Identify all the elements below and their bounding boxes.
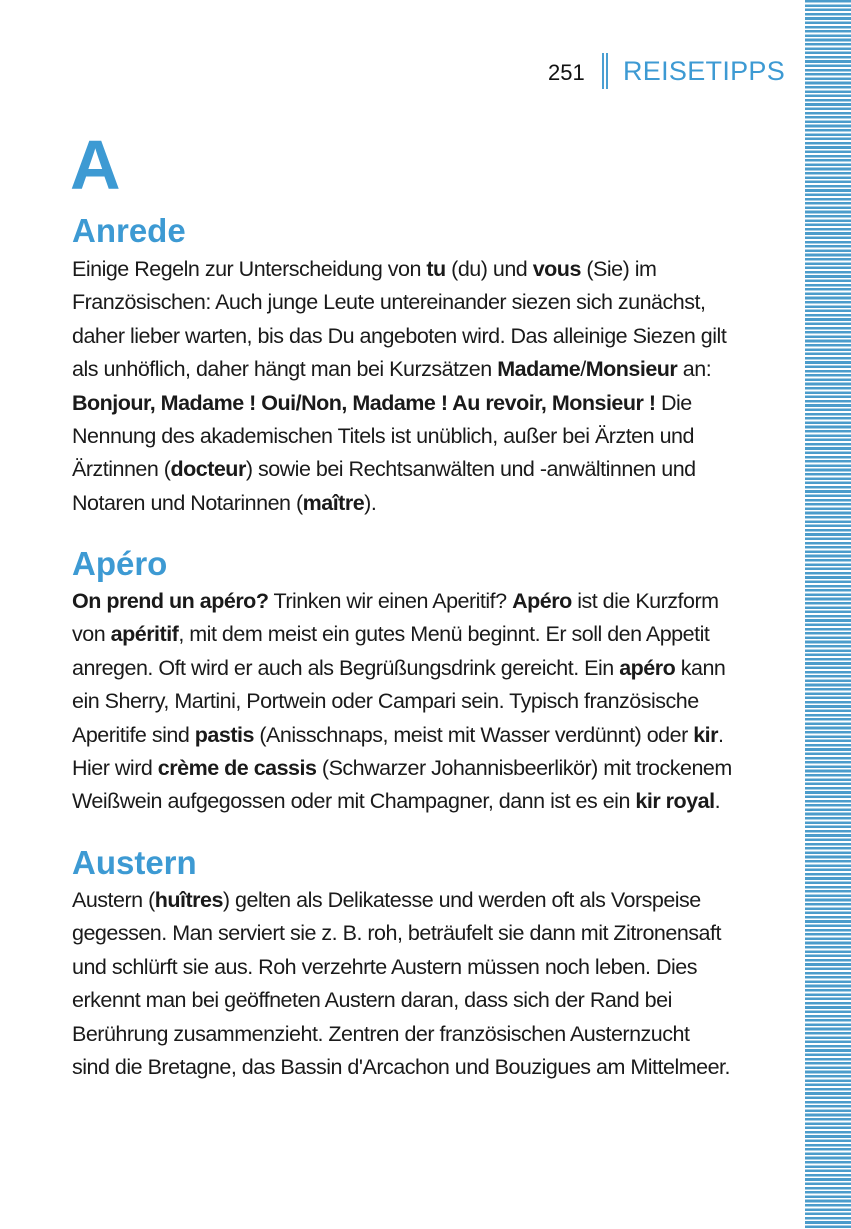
text-line: [72, 917, 762, 950]
text-run: (Schwarzer Johannisbeerlikör) mit trockenem: [316, 755, 732, 780]
text-run: Hier wird: [72, 755, 158, 780]
bold-term: kir royal: [635, 789, 715, 814]
section-title: REISETIPPS: [623, 56, 786, 86]
text-line: [72, 320, 762, 353]
text-run: , mit dem meist ein gutes Menü beginnt. Er soll den Appetit: [178, 622, 710, 647]
entry-title-austern: Austern: [72, 844, 197, 881]
text-run: erkennt man bei geöffneten Austern daran, dass sich der Rand bei: [72, 988, 672, 1013]
text-line: [72, 487, 762, 520]
text-line: [72, 585, 762, 618]
text-run: .: [718, 722, 724, 747]
text-run: kann: [675, 655, 726, 680]
text-run: Berührung zusammenzieht. Zentren der französischen Austernzucht: [72, 1021, 690, 1046]
bold-term: apéro: [619, 655, 676, 680]
text-run: Französischen: Auch junge Leute untereinander siezen sich zunächst,: [72, 290, 706, 315]
bold-term: huîtres: [154, 888, 223, 912]
bold-term: pastis: [194, 722, 254, 747]
entry-title-anrede: Anrede: [72, 212, 186, 249]
entry-body-austern: [72, 884, 762, 1084]
text-run: von: [72, 622, 111, 647]
text-run: Weißwein aufgegossen oder mit Champagner, dann ist es ein: [72, 789, 636, 814]
text-run: Nennung des akademischen Titels ist unüblich, außer bei Ärzten und: [72, 423, 694, 448]
text-run: an:: [677, 357, 712, 382]
bold-term: Madame: [497, 357, 581, 382]
text-line: [72, 253, 762, 286]
text-run: als unhöflich, daher hängt man bei Kurzsätzen: [72, 357, 498, 382]
bold-term: apéritif: [110, 622, 179, 647]
text-run: anregen. Oft wird er auch als Begrüßungsdrink gereicht. Ein: [72, 655, 620, 680]
text-run: Notaren und Notarinnen (: [72, 490, 303, 515]
bold-term: crème de cassis: [157, 755, 317, 780]
bold-term: kir: [693, 722, 719, 747]
header-divider: [602, 53, 608, 89]
text-run: (Sie) im: [580, 257, 657, 281]
text-run: Einige Regeln zur Unterscheidung von: [72, 257, 427, 281]
bold-term: Bonjour, Madame ! Oui/Non, Madame ! Au revoir, Monsieur !: [72, 390, 656, 415]
text-run: gegessen. Man serviert sie z. B. roh, beträufelt sie dann mit Zitronensaft: [72, 921, 721, 946]
text-run: ) sowie bei Rechtsanwälten und -anwältinnen und: [245, 457, 696, 482]
bold-term: Apéro: [512, 589, 572, 613]
text-line: [72, 785, 762, 818]
text-line: [72, 286, 762, 319]
index-letter: A: [70, 126, 121, 204]
text-run: ).: [364, 490, 377, 515]
text-run: Trinken wir einen Aperitif?: [268, 589, 513, 613]
text-run: (du) und: [445, 257, 533, 281]
entry-title-apero: Apéro: [72, 545, 168, 582]
text-run: ein Sherry, Martini, Portwein oder Campari sein. Typisch französische: [72, 689, 699, 714]
text-line: [72, 618, 762, 651]
text-run: .: [714, 789, 721, 814]
text-line: [72, 1051, 762, 1084]
page-number: 251: [548, 60, 585, 85]
text-run: sind die Bretagne, das Bassin d'Arcachon und Bouzigues am Mittelmeer.: [72, 1054, 730, 1079]
bold-term: Monsieur: [585, 357, 678, 382]
text-run: ist die Kurzform: [571, 589, 719, 613]
text-line: [72, 951, 762, 984]
bold-term: On prend un apéro?: [72, 589, 269, 613]
text-run: (Anisschnaps, meist mit Wasser verdünnt) oder: [253, 722, 694, 747]
text-line: [72, 353, 762, 386]
text-line: [72, 453, 762, 486]
bold-term: docteur: [170, 457, 246, 482]
text-line: [72, 752, 762, 785]
text-line: [72, 1018, 762, 1051]
text-line: [72, 984, 762, 1017]
text-run: Ärztinnen (: [72, 457, 171, 482]
bold-term: vous: [532, 257, 581, 281]
entry-body-apero: [72, 585, 762, 819]
text-run: ) gelten als Delikatesse und werden oft als Vorspeise: [222, 888, 701, 912]
text-run: und schlürft sie aus. Roh verzehrte Austern müssen noch leben. Dies: [72, 954, 697, 979]
bold-term: tu: [426, 257, 446, 281]
text-line: [72, 884, 762, 917]
text-line: [72, 719, 762, 752]
text-run: Austern (: [72, 888, 155, 912]
text-line: [72, 387, 762, 420]
text-run: daher lieber warten, bis das Du angeboten wird. Das alleinige Siezen gilt: [72, 323, 727, 348]
text-line: [72, 652, 762, 685]
thumb-index-stripes: [805, 0, 851, 1229]
text-line: [72, 420, 762, 453]
entry-body-anrede: [72, 253, 762, 520]
text-run: /: [580, 357, 586, 382]
text-run: Aperitife sind: [72, 722, 195, 747]
text-run: Die: [655, 390, 692, 415]
bold-term: maître: [302, 490, 365, 515]
text-line: [72, 685, 762, 718]
